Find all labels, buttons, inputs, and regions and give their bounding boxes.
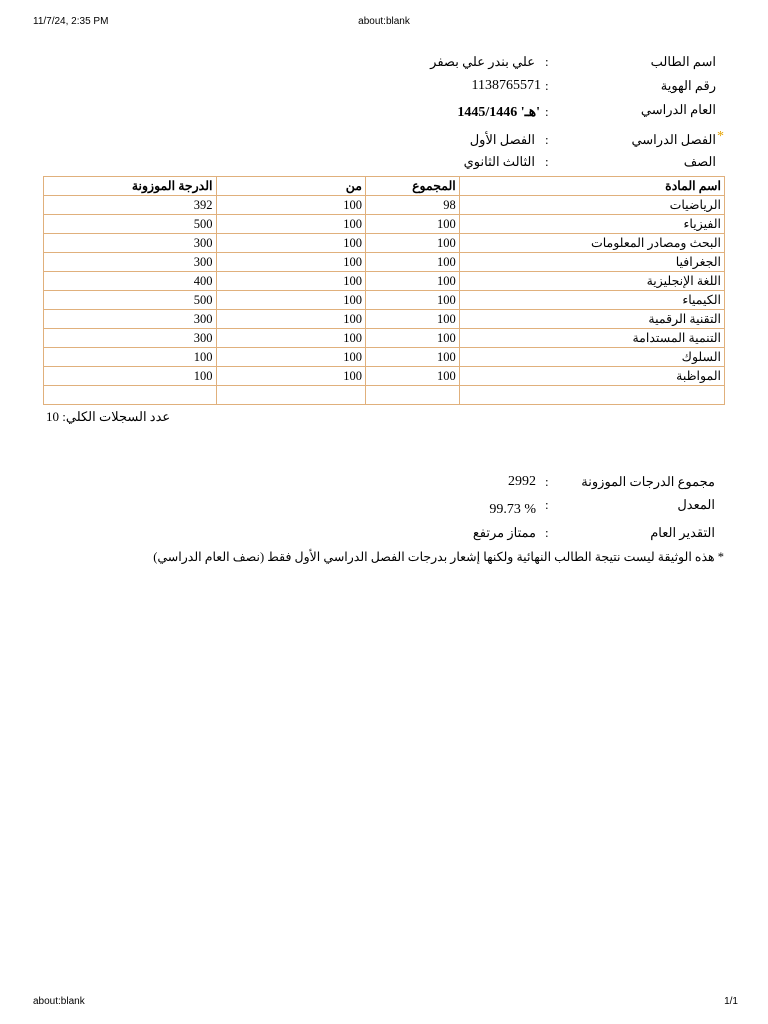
grade-row [0, 154, 768, 176]
cell-total [365, 386, 459, 405]
colon: : [545, 54, 549, 69]
cell-weighted: 100 [44, 367, 217, 386]
academic-year-value: 1445/1446 'هـ' [457, 105, 540, 120]
grade-value: الثالث الثانوي [463, 154, 535, 169]
semester-label: الفصل الدراسي [631, 132, 716, 147]
cell-total: 100 [365, 215, 459, 234]
cell-from: 100 [216, 272, 365, 291]
colon: : [545, 78, 549, 93]
table-row [44, 329, 725, 348]
cell-from: 100 [216, 329, 365, 348]
table-row [44, 272, 725, 291]
average-value: 99.73 % [489, 502, 536, 517]
required-star-icon: * [717, 129, 724, 144]
cell-subject: السلوك [459, 348, 724, 367]
header-from: من [216, 177, 365, 196]
cell-from: 100 [216, 310, 365, 329]
table-row [44, 215, 725, 234]
weighted-sum-value: 2992 [508, 474, 536, 489]
table-row [44, 386, 725, 405]
rating-row [0, 525, 768, 549]
cell-from: 100 [216, 291, 365, 310]
student-id-value: 1138765571 [471, 78, 541, 93]
table-row [44, 196, 725, 215]
average-row [0, 497, 768, 521]
semester-value: الفصل الأول [469, 132, 535, 147]
cell-subject: البحث ومصادر المعلومات [459, 234, 724, 253]
cell-subject: الفيزياء [459, 215, 724, 234]
footer-page-number: 1/1 [724, 996, 738, 1007]
grade-label: الصف [683, 154, 716, 169]
header-weighted: الدرجة الموزونة [44, 177, 217, 196]
cell-from: 100 [216, 234, 365, 253]
grades-table [43, 176, 725, 405]
cell-total: 100 [365, 348, 459, 367]
cell-from: 100 [216, 367, 365, 386]
disclaimer-note: * هذه الوثيقة ليست نتيجة الطالب النهائية ولكنها إشعار بدرجات الفصل الدراسي الأول فقط (نصف العام الدراسي) [153, 550, 724, 564]
cell-total: 100 [365, 329, 459, 348]
cell-from: 100 [216, 215, 365, 234]
table-row [44, 367, 725, 386]
student-name-value: علي بندر علي بصفر [430, 54, 535, 69]
student-id-label: رقم الهوية [660, 78, 716, 93]
cell-subject: الجغرافيا [459, 253, 724, 272]
table-row [44, 310, 725, 329]
rating-value: ممتاز مرتفع [472, 525, 536, 540]
table-row [44, 348, 725, 367]
cell-weighted: 300 [44, 310, 217, 329]
records-count [46, 409, 170, 425]
average-label: المعدل [677, 497, 715, 512]
cell-from: 100 [216, 348, 365, 367]
table-row [44, 253, 725, 272]
student-id-row [0, 78, 768, 100]
weighted-sum-row [0, 474, 768, 498]
cell-weighted: 500 [44, 215, 217, 234]
academic-year-label: العام الدراسي [640, 102, 716, 117]
cell-total: 98 [365, 196, 459, 215]
cell-total: 100 [365, 234, 459, 253]
cell-total: 100 [365, 310, 459, 329]
table-header-row [44, 177, 725, 196]
student-name-row [0, 54, 768, 76]
colon: : [545, 525, 549, 540]
cell-subject: الرياضيات [459, 196, 724, 215]
student-name-label: اسم الطالب [650, 54, 716, 69]
cell-subject: اللغة الإنجليزية [459, 272, 724, 291]
cell-weighted: 392 [44, 196, 217, 215]
cell-from [216, 386, 365, 405]
print-url: about:blank [358, 16, 410, 27]
records-label: عدد السجلات الكلي: [62, 409, 171, 424]
footer-url: about:blank [33, 996, 85, 1007]
cell-total: 100 [365, 272, 459, 291]
cell-subject: المواظبة [459, 367, 724, 386]
colon: : [545, 132, 549, 147]
rating-label: التقدير العام [650, 525, 715, 540]
cell-weighted: 300 [44, 329, 217, 348]
header-total: المجموع [365, 177, 459, 196]
print-datetime: 11/7/24, 2:35 PM [33, 16, 109, 27]
cell-total: 100 [365, 253, 459, 272]
cell-subject [459, 386, 724, 405]
cell-weighted: 300 [44, 253, 217, 272]
cell-weighted: 500 [44, 291, 217, 310]
table-row [44, 291, 725, 310]
cell-weighted: 400 [44, 272, 217, 291]
header-subject: اسم المادة [459, 177, 724, 196]
weighted-sum-label: مجموع الدرجات الموزونة [581, 474, 715, 489]
cell-from: 100 [216, 196, 365, 215]
cell-weighted: 300 [44, 234, 217, 253]
colon: : [545, 104, 549, 119]
colon: : [545, 474, 549, 489]
cell-weighted [44, 386, 217, 405]
cell-total: 100 [365, 291, 459, 310]
colon: : [545, 497, 549, 512]
cell-from: 100 [216, 253, 365, 272]
cell-subject: التقنية الرقمية [459, 310, 724, 329]
cell-total: 100 [365, 367, 459, 386]
table-row [44, 234, 725, 253]
cell-weighted: 100 [44, 348, 217, 367]
academic-year-row [0, 104, 768, 126]
cell-subject: التنمية المستدامة [459, 329, 724, 348]
cell-subject: الكيمياء [459, 291, 724, 310]
colon: : [545, 154, 549, 169]
semester-row [0, 129, 768, 154]
records-value: 10 [46, 409, 59, 424]
